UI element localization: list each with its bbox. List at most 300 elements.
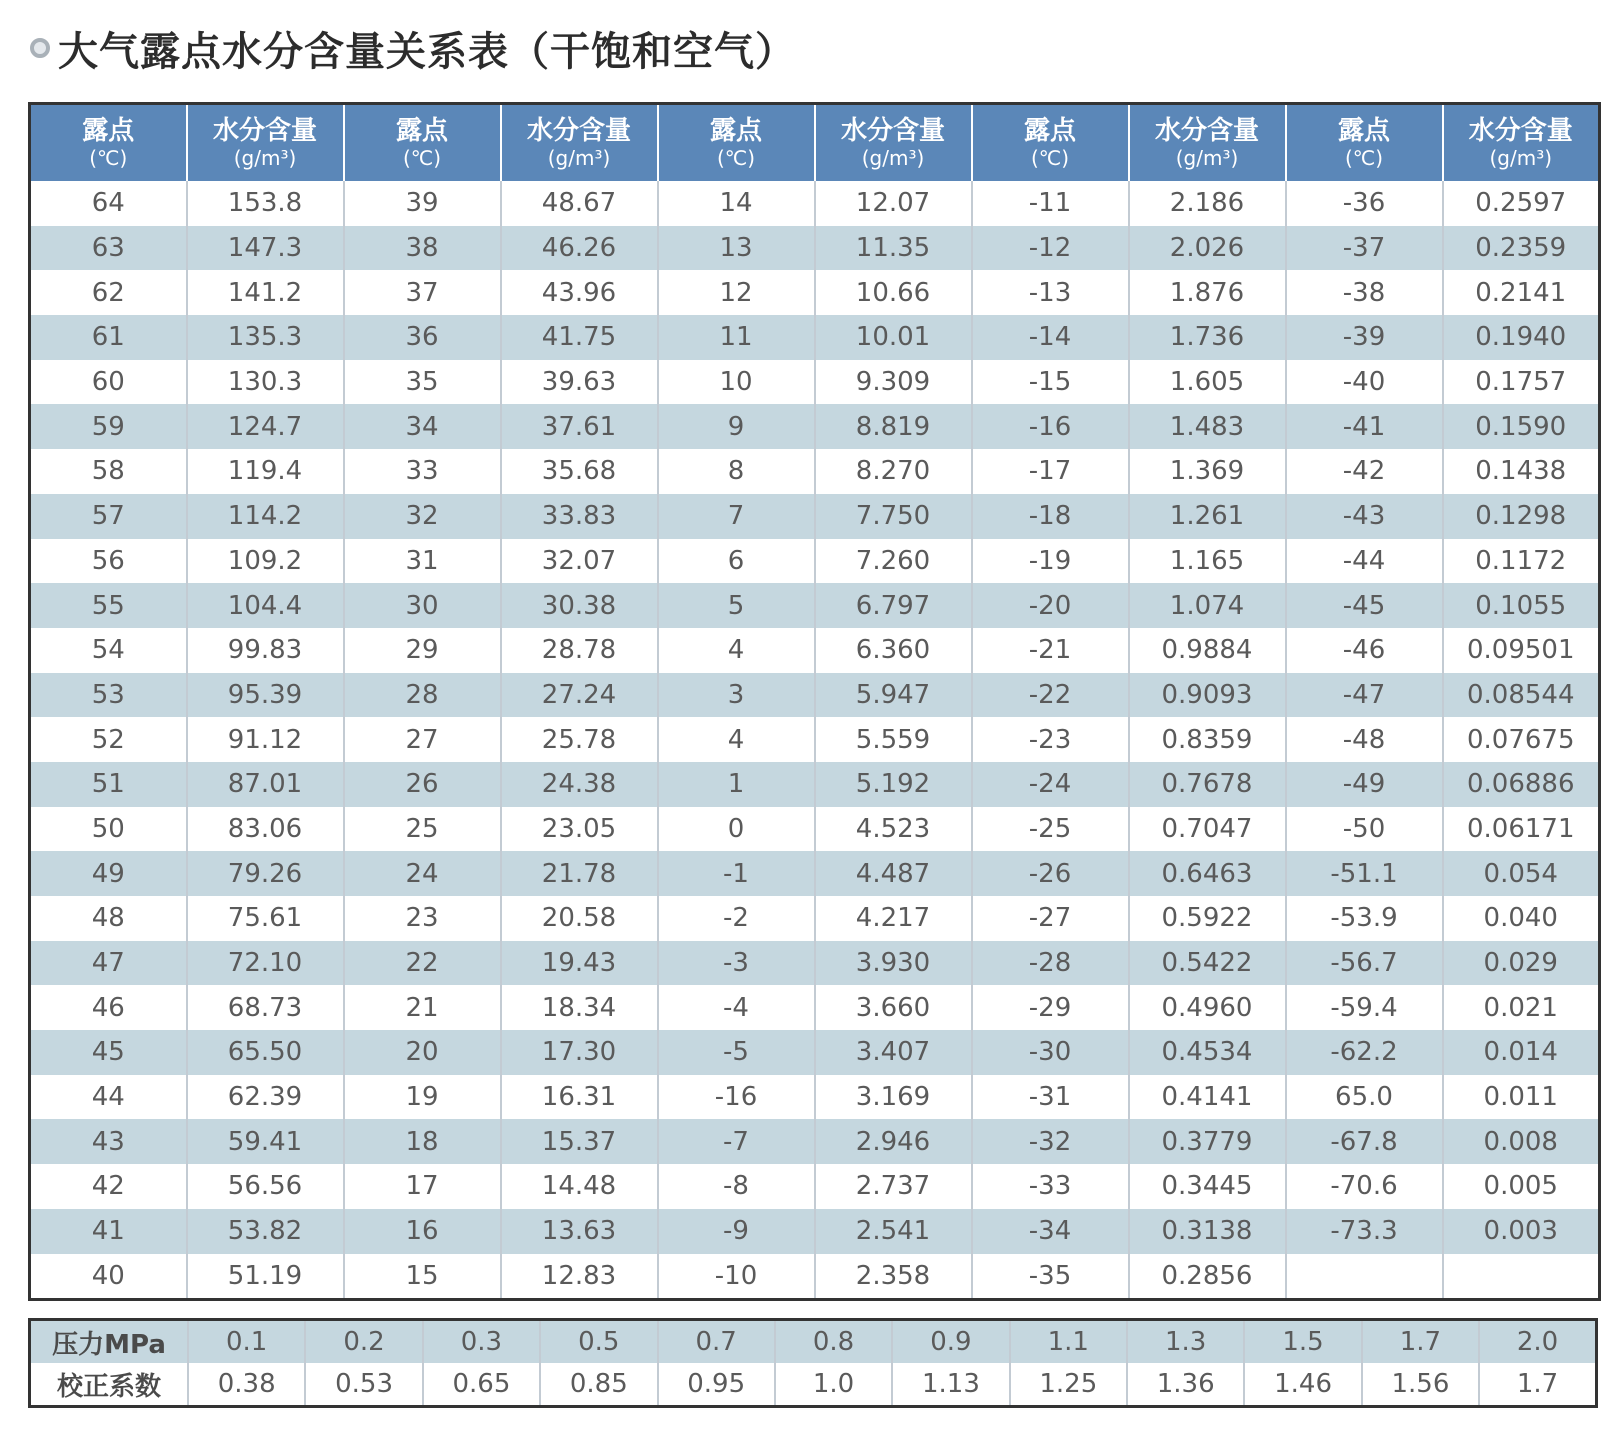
dew-point-cell: 12 [658, 270, 815, 315]
dew-point-cell: -22 [972, 673, 1129, 718]
water-content-cell: 0.9093 [1129, 673, 1286, 718]
dew-point-cell: 40 [30, 1254, 187, 1300]
water-content-cell: 6.360 [815, 628, 972, 673]
water-content-cell: 0.06886 [1443, 762, 1600, 807]
dew-point-cell: 29 [344, 628, 501, 673]
dew-point-cell: 9 [658, 404, 815, 449]
water-content-cell: 1.483 [1129, 404, 1286, 449]
table-row [30, 1209, 1600, 1254]
table-row [30, 270, 1600, 315]
correction-factor-cell: 1.7 [1479, 1363, 1596, 1407]
header-label: 露点 [1023, 116, 1076, 146]
water-content-cell: 0.7047 [1129, 807, 1286, 852]
pressure-value-cell: 0.9 [892, 1320, 1009, 1364]
water-content-cell: 11.35 [815, 226, 972, 271]
water-content-cell: 30.38 [501, 583, 658, 628]
water-content-cell: 14.48 [501, 1164, 658, 1209]
dew-point-cell: 51 [30, 762, 187, 807]
dew-point-cell: 62 [30, 270, 187, 315]
water-content-cell: 0.014 [1443, 1030, 1600, 1075]
dew-point-cell: -7 [658, 1119, 815, 1164]
dew-point-cell: 47 [30, 941, 187, 986]
water-content-cell: 32.07 [501, 539, 658, 584]
dew-point-cell: -17 [972, 449, 1129, 494]
water-content-cell: 7.750 [815, 494, 972, 539]
water-content-cell: 3.169 [815, 1075, 972, 1120]
water-content-cell: 10.66 [815, 270, 972, 315]
dew-point-cell: -56.7 [1286, 941, 1443, 986]
dew-point-cell: -48 [1286, 717, 1443, 762]
water-content-cell [1443, 1254, 1600, 1300]
water-content-cell: 16.31 [501, 1075, 658, 1120]
table-row [30, 851, 1600, 896]
dew-point-cell: -25 [972, 807, 1129, 852]
header-dew-point [972, 104, 1129, 182]
dew-point-cell: -35 [972, 1254, 1129, 1300]
dew-point-cell: -13 [972, 270, 1129, 315]
water-content-cell: 147.3 [187, 226, 344, 271]
water-content-cell: 4.217 [815, 896, 972, 941]
correction-factor-cell: 0.95 [658, 1363, 775, 1407]
water-content-cell: 0.4960 [1129, 985, 1286, 1030]
water-content-cell: 0.8359 [1129, 717, 1286, 762]
water-content-cell: 19.43 [501, 941, 658, 986]
water-content-cell: 0.6463 [1129, 851, 1286, 896]
water-content-cell: 27.24 [501, 673, 658, 718]
water-content-cell: 0.1172 [1443, 539, 1600, 584]
dew-point-cell: 59 [30, 404, 187, 449]
dew-point-cell: -11 [972, 181, 1129, 226]
dew-point-cell: -2 [658, 896, 815, 941]
dew-point-cell: 41 [30, 1209, 187, 1254]
dew-point-cell: -41 [1286, 404, 1443, 449]
table-row [30, 226, 1600, 271]
header-label: 露点 [82, 116, 135, 146]
water-content-cell: 15.37 [501, 1119, 658, 1164]
water-content-cell: 28.78 [501, 628, 658, 673]
table-row [30, 583, 1600, 628]
table-row [30, 1254, 1600, 1300]
pressure-value-cell: 2.0 [1479, 1320, 1596, 1364]
water-content-cell: 0.011 [1443, 1075, 1600, 1120]
dew-point-cell: -1 [658, 851, 815, 896]
dew-point-cell: 27 [344, 717, 501, 762]
water-content-cell: 0.1298 [1443, 494, 1600, 539]
header-label: 水分含量 [1468, 116, 1573, 146]
dew-point-cell: 26 [344, 762, 501, 807]
dew-point-cell: 39 [344, 181, 501, 226]
dew-point-cell: -28 [972, 941, 1129, 986]
water-content-cell: 0.3138 [1129, 1209, 1286, 1254]
water-content-cell: 62.39 [187, 1075, 344, 1120]
dew-point-cell: -16 [658, 1075, 815, 1120]
water-content-cell: 0.3779 [1129, 1119, 1286, 1164]
table-row [30, 628, 1600, 673]
table-row [30, 360, 1600, 405]
dew-point-cell: -3 [658, 941, 815, 986]
dew-point-cell: 53 [30, 673, 187, 718]
water-content-cell: 0.029 [1443, 941, 1600, 986]
correction-factor-cell: 1.46 [1244, 1363, 1361, 1407]
dew-point-cell: -39 [1286, 315, 1443, 360]
water-content-cell: 23.05 [501, 807, 658, 852]
water-content-cell: 0.2856 [1129, 1254, 1286, 1300]
water-content-cell: 0.1757 [1443, 360, 1600, 405]
dew-point-cell: -37 [1286, 226, 1443, 271]
water-content-cell: 2.358 [815, 1254, 972, 1300]
table-row [30, 762, 1600, 807]
correction-factor-label: 校正系数 [30, 1363, 189, 1407]
dew-point-cell: -24 [972, 762, 1129, 807]
correction-factor-cell: 0.65 [423, 1363, 540, 1407]
dew-point-cell: -29 [972, 985, 1129, 1030]
table-row [30, 896, 1600, 941]
dew-point-cell: 49 [30, 851, 187, 896]
correction-factor-cell: 1.25 [1010, 1363, 1127, 1407]
dew-point-cell: 61 [30, 315, 187, 360]
water-content-cell: 20.58 [501, 896, 658, 941]
dew-point-cell: -5 [658, 1030, 815, 1075]
water-content-cell: 0.3445 [1129, 1164, 1286, 1209]
table-row [30, 807, 1600, 852]
dew-point-cell: 28 [344, 673, 501, 718]
pressure-value-cell: 0.8 [775, 1320, 892, 1364]
dew-point-cell: -42 [1286, 449, 1443, 494]
water-content-cell: 99.83 [187, 628, 344, 673]
water-content-cell: 0.5922 [1129, 896, 1286, 941]
water-content-cell: 72.10 [187, 941, 344, 986]
dew-point-cell: 14 [658, 181, 815, 226]
water-content-cell: 153.8 [187, 181, 344, 226]
dew-point-cell: 18 [344, 1119, 501, 1164]
page-title-row [30, 18, 796, 78]
water-content-cell: 0.008 [1443, 1119, 1600, 1164]
dew-point-cell: 32 [344, 494, 501, 539]
dew-point-cell: 50 [30, 807, 187, 852]
dew-point-cell: 1 [658, 762, 815, 807]
table-body [30, 181, 1600, 1300]
water-content-cell: 91.12 [187, 717, 344, 762]
water-content-cell: 65.50 [187, 1030, 344, 1075]
dew-point-cell: 58 [30, 449, 187, 494]
dew-point-cell: 34 [344, 404, 501, 449]
dew-point-cell: -62.2 [1286, 1030, 1443, 1075]
water-content-cell: 13.63 [501, 1209, 658, 1254]
water-content-cell: 5.192 [815, 762, 972, 807]
dew-point-cell: 11 [658, 315, 815, 360]
water-content-cell: 3.660 [815, 985, 972, 1030]
pressure-value-cell: 0.5 [540, 1320, 657, 1364]
pressure-value-cell: 0.3 [423, 1320, 540, 1364]
dew-point-cell: -67.8 [1286, 1119, 1443, 1164]
dew-point-cell: -9 [658, 1209, 815, 1254]
dew-point-cell: -19 [972, 539, 1129, 584]
water-content-cell: 0.021 [1443, 985, 1600, 1030]
dew-point-cell: 46 [30, 985, 187, 1030]
dew-point-cell: 65.0 [1286, 1075, 1443, 1120]
table-row [30, 1119, 1600, 1164]
water-content-cell: 0.5422 [1129, 941, 1286, 986]
dew-point-cell: -32 [972, 1119, 1129, 1164]
correction-factor-row [30, 1363, 1597, 1407]
dew-point-cell: 4 [658, 628, 815, 673]
bullet-icon [30, 38, 50, 58]
dew-point-cell: -49 [1286, 762, 1443, 807]
water-content-cell: 109.2 [187, 539, 344, 584]
water-content-cell: 0.06171 [1443, 807, 1600, 852]
dew-point-cell: -50 [1286, 807, 1443, 852]
dew-point-cell: 44 [30, 1075, 187, 1120]
dew-point-cell: -12 [972, 226, 1129, 271]
water-content-cell: 4.487 [815, 851, 972, 896]
water-content-cell: 79.26 [187, 851, 344, 896]
dew-point-cell: 7 [658, 494, 815, 539]
dew-point-cell: 22 [344, 941, 501, 986]
correction-factor-cell: 1.13 [892, 1363, 1009, 1407]
dew-point-cell: 19 [344, 1075, 501, 1120]
water-content-cell: 8.270 [815, 449, 972, 494]
water-content-cell: 21.78 [501, 851, 658, 896]
pressure-value-cell: 0.2 [305, 1320, 422, 1364]
header-unit: (℃) [89, 146, 128, 170]
header-water-content [1443, 104, 1600, 182]
header-dew-point [344, 104, 501, 182]
water-content-cell: 1.165 [1129, 539, 1286, 584]
water-content-cell: 0.005 [1443, 1164, 1600, 1209]
correction-factor-cell: 1.56 [1362, 1363, 1479, 1407]
water-content-cell: 10.01 [815, 315, 972, 360]
water-content-cell: 37.61 [501, 404, 658, 449]
dew-point-cell: 5 [658, 583, 815, 628]
water-content-cell: 1.736 [1129, 315, 1286, 360]
water-content-cell: 12.83 [501, 1254, 658, 1300]
water-content-cell: 2.737 [815, 1164, 972, 1209]
water-content-cell: 18.34 [501, 985, 658, 1030]
water-content-cell: 130.3 [187, 360, 344, 405]
dew-point-cell: -14 [972, 315, 1129, 360]
table-row [30, 494, 1600, 539]
pressure-value-cell: 1.7 [1362, 1320, 1479, 1364]
water-content-cell: 3.930 [815, 941, 972, 986]
dew-point-cell: 48 [30, 896, 187, 941]
dew-point-cell: -40 [1286, 360, 1443, 405]
header-unit: (℃) [402, 146, 442, 170]
water-content-cell: 6.797 [815, 583, 972, 628]
water-content-cell: 1.074 [1129, 583, 1286, 628]
header-water-content [187, 104, 344, 182]
header-unit: (g/m³) [1175, 146, 1239, 170]
water-content-cell: 5.559 [815, 717, 972, 762]
correction-factor-cell: 1.36 [1127, 1363, 1244, 1407]
header-label: 水分含量 [1154, 116, 1259, 146]
dew-point-cell: -59.4 [1286, 985, 1443, 1030]
dew-point-cell: -31 [972, 1075, 1129, 1120]
water-content-cell: 0.2597 [1443, 181, 1600, 226]
correction-factor-cell: 0.38 [188, 1363, 305, 1407]
dew-point-cell: 57 [30, 494, 187, 539]
pressure-value-cell: 0.7 [658, 1320, 775, 1364]
header-dew-point [658, 104, 815, 182]
dew-point-cell: 4 [658, 717, 815, 762]
water-content-cell: 135.3 [187, 315, 344, 360]
dew-point-cell: -10 [658, 1254, 815, 1300]
header-label: 露点 [709, 116, 762, 146]
table-row [30, 941, 1600, 986]
pressure-value-cell: 1.3 [1127, 1320, 1244, 1364]
water-content-cell: 0.2141 [1443, 270, 1600, 315]
dew-point-cell: 35 [344, 360, 501, 405]
water-content-cell: 0.1590 [1443, 404, 1600, 449]
dew-point-cell: 25 [344, 807, 501, 852]
header-unit: (℃) [716, 146, 756, 170]
dew-point-cell: 21 [344, 985, 501, 1030]
water-content-cell: 75.61 [187, 896, 344, 941]
water-content-cell: 56.56 [187, 1164, 344, 1209]
dew-point-cell: -20 [972, 583, 1129, 628]
water-content-cell: 12.07 [815, 181, 972, 226]
dew-point-cell: -8 [658, 1164, 815, 1209]
water-content-cell: 0.1438 [1443, 449, 1600, 494]
water-content-cell: 95.39 [187, 673, 344, 718]
dew-point-cell: -23 [972, 717, 1129, 762]
dew-point-cell: 55 [30, 583, 187, 628]
dew-point-cell: -53.9 [1286, 896, 1443, 941]
water-content-cell: 83.06 [187, 807, 344, 852]
water-content-cell: 0.08544 [1443, 673, 1600, 718]
water-content-cell: 43.96 [501, 270, 658, 315]
water-content-cell: 0.1055 [1443, 583, 1600, 628]
dew-point-cell: 63 [30, 226, 187, 271]
header-water-content [815, 104, 972, 182]
water-content-cell: 0.1940 [1443, 315, 1600, 360]
water-content-cell: 0.07675 [1443, 717, 1600, 762]
header-water-content [1129, 104, 1286, 182]
dew-point-cell: -30 [972, 1030, 1129, 1075]
dew-point-cell: 6 [658, 539, 815, 584]
water-content-cell: 2.026 [1129, 226, 1286, 271]
header-unit: (g/m³) [547, 146, 611, 170]
water-content-cell: 48.67 [501, 181, 658, 226]
header-unit: (g/m³) [861, 146, 925, 170]
water-content-cell: 1.876 [1129, 270, 1286, 315]
water-content-cell: 0.054 [1443, 851, 1600, 896]
table-row [30, 539, 1600, 584]
dew-point-cell: 54 [30, 628, 187, 673]
dew-point-cell: -36 [1286, 181, 1443, 226]
dew-point-cell: 24 [344, 851, 501, 896]
water-content-cell: 41.75 [501, 315, 658, 360]
dew-point-cell: -70.6 [1286, 1164, 1443, 1209]
dew-point-cell: -34 [972, 1209, 1129, 1254]
water-content-cell: 0.003 [1443, 1209, 1600, 1254]
dew-point-cell: -43 [1286, 494, 1443, 539]
header-unit: (℃) [1030, 146, 1070, 170]
dew-point-cell: -33 [972, 1164, 1129, 1209]
water-content-cell: 25.78 [501, 717, 658, 762]
dew-point-cell: -38 [1286, 270, 1443, 315]
dew-point-cell: 43 [30, 1119, 187, 1164]
header-unit: (g/m³) [1489, 146, 1553, 170]
dew-point-cell: 31 [344, 539, 501, 584]
dew-point-cell: -21 [972, 628, 1129, 673]
water-content-cell: 1.605 [1129, 360, 1286, 405]
dew-point-table [28, 102, 1601, 1301]
table-row [30, 673, 1600, 718]
dew-point-cell: 42 [30, 1164, 187, 1209]
dew-point-cell: 38 [344, 226, 501, 271]
water-content-cell: 0.040 [1443, 896, 1600, 941]
pressure-row [30, 1320, 1597, 1364]
dew-point-cell: 37 [344, 270, 501, 315]
dew-point-cell: 20 [344, 1030, 501, 1075]
dew-point-cell: 52 [30, 717, 187, 762]
pressure-value-cell: 1.5 [1244, 1320, 1361, 1364]
water-content-cell: 104.4 [187, 583, 344, 628]
table-row [30, 315, 1600, 360]
header-label: 水分含量 [212, 116, 317, 146]
header-label: 水分含量 [840, 116, 945, 146]
water-content-cell: 141.2 [187, 270, 344, 315]
dew-point-cell: 23 [344, 896, 501, 941]
table-row [30, 404, 1600, 449]
water-content-cell: 39.63 [501, 360, 658, 405]
table-header-row [30, 104, 1600, 182]
header-water-content [501, 104, 658, 182]
dew-point-cell: -18 [972, 494, 1129, 539]
dew-point-cell: 36 [344, 315, 501, 360]
dew-point-cell: 8 [658, 449, 815, 494]
table-row [30, 985, 1600, 1030]
water-content-cell: 1.261 [1129, 494, 1286, 539]
header-label: 露点 [1337, 116, 1390, 146]
water-content-cell: 4.523 [815, 807, 972, 852]
dew-point-cell: -4 [658, 985, 815, 1030]
water-content-cell: 2.186 [1129, 181, 1286, 226]
water-content-cell: 2.946 [815, 1119, 972, 1164]
water-content-cell: 0.4141 [1129, 1075, 1286, 1120]
table-row [30, 449, 1600, 494]
pressure-label: 压力MPa [30, 1320, 189, 1364]
dew-point-cell: -47 [1286, 673, 1443, 718]
header-dew-point [30, 104, 187, 182]
water-content-cell: 0.9884 [1129, 628, 1286, 673]
dew-point-cell: -51.1 [1286, 851, 1443, 896]
header-label: 露点 [395, 116, 448, 146]
water-content-cell: 114.2 [187, 494, 344, 539]
header-unit: (g/m³) [233, 146, 297, 170]
water-content-cell: 0.7678 [1129, 762, 1286, 807]
pressure-value-cell: 1.1 [1010, 1320, 1127, 1364]
correction-factor-cell: 1.0 [775, 1363, 892, 1407]
water-content-cell: 3.407 [815, 1030, 972, 1075]
table-row [30, 1030, 1600, 1075]
water-content-cell: 17.30 [501, 1030, 658, 1075]
header-label: 水分含量 [526, 116, 631, 146]
dew-point-cell: -46 [1286, 628, 1443, 673]
dew-point-cell: 10 [658, 360, 815, 405]
dew-point-cell: 30 [344, 583, 501, 628]
dew-point-cell: 33 [344, 449, 501, 494]
table-row [30, 1164, 1600, 1209]
water-content-cell: 0.09501 [1443, 628, 1600, 673]
water-content-cell: 24.38 [501, 762, 658, 807]
water-content-cell: 124.7 [187, 404, 344, 449]
water-content-cell: 59.41 [187, 1119, 344, 1164]
water-content-cell: 87.01 [187, 762, 344, 807]
dew-point-cell: -45 [1286, 583, 1443, 628]
water-content-cell: 35.68 [501, 449, 658, 494]
table-row [30, 717, 1600, 762]
